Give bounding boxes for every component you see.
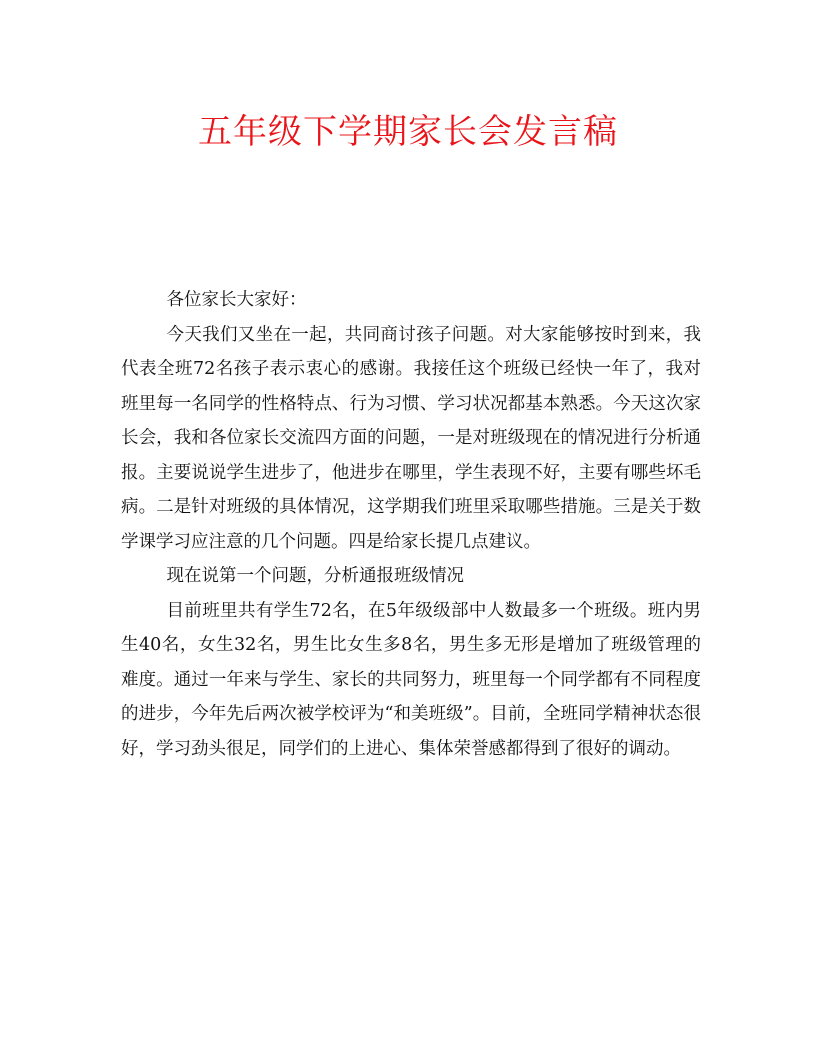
intro-paragraph: 今天我们又坐在一起，共同商讨孩子问题。对大家能够按时到来，我代表全班72名孩子表示衷心的感谢。我接任这个班级已经快一年了，我对班里每一名同学的性格特点、行为习惯、学习状况都基本熟悉。今天这次家长会，我和各位家长交流四方面的问题，一是对班级现在的情况进行分析通报。主要说说学生进步了，他进步在哪里，学生表现不好，主要有哪些坏毛病。二是针对班级的具体情况，这学期我们班里采取哪些措施。三是关于数学课学习应注意的几个问题。四是给家长提几点建议。 <box>121 324 701 552</box>
greeting-paragraph: 各位家长大家好： <box>166 290 307 310</box>
section-heading-paragraph: 现在说第一个问题，分析通报班级情况 <box>166 566 464 586</box>
class-situation-paragraph: 目前班里共有学生72名，在5年级级部中人数最多一个班级。班内男生40名，女生32名，男生比女生多8名，男生多无形是增加了班级管理的难度。通过一年来与学生、家长的共同努力，班里每一个同学都有不同程度的进步，今年先后两次被学校评为“和美班级”。目前，全班同学精神状态很好，学习劲头很足，同学们的上进心、集体荣誉感都得到了很好的调动。 <box>121 600 701 759</box>
document-body <box>121 283 701 766</box>
document-title: 五年级下学期家长会发言稿 <box>198 112 618 152</box>
